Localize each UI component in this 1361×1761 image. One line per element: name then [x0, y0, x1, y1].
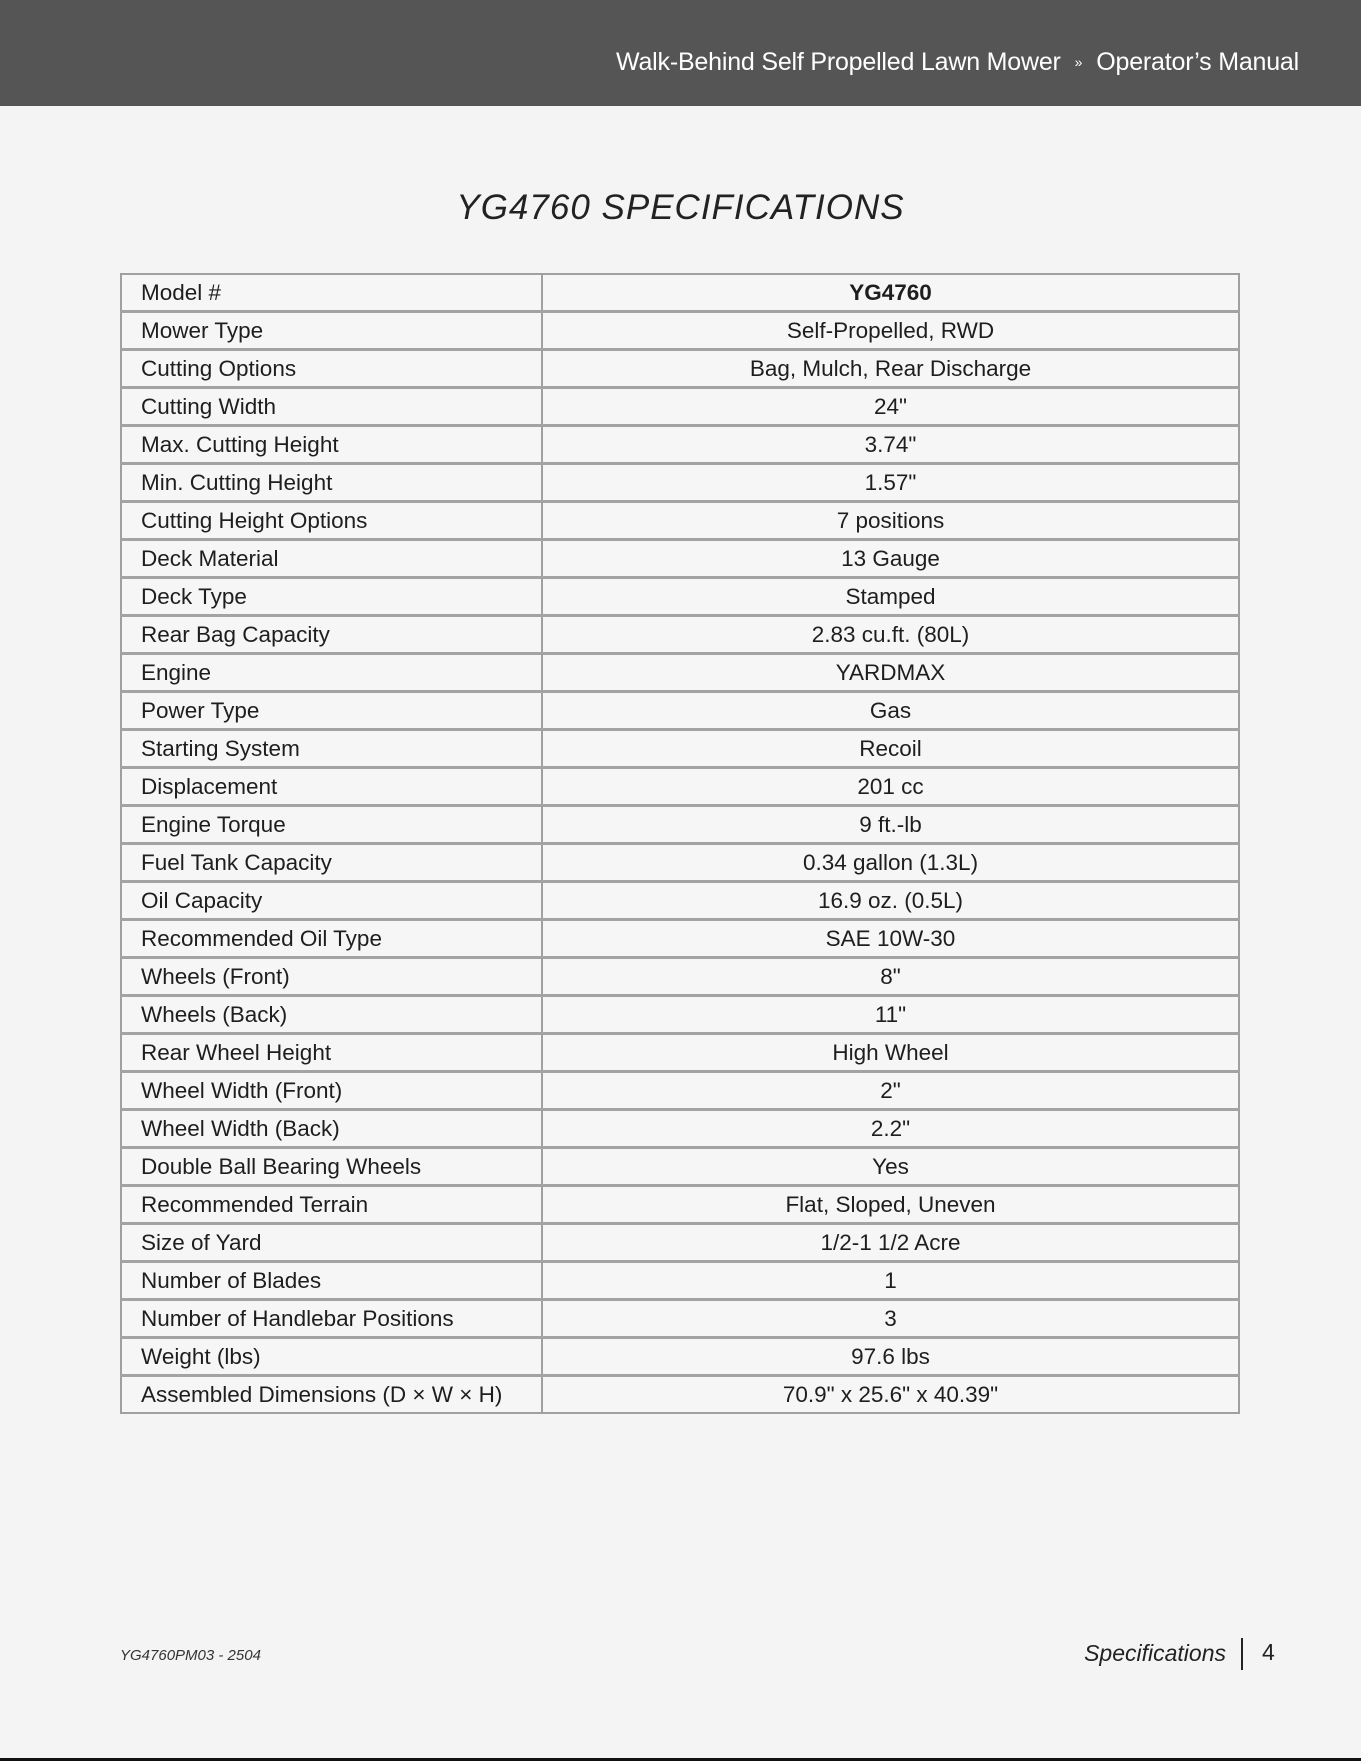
- table-row: [121, 540, 1239, 578]
- spec-label: Mower Type: [121, 312, 542, 350]
- spec-value: 97.6 lbs: [542, 1338, 1239, 1376]
- spec-value: 1.57": [542, 464, 1239, 502]
- table-row: [121, 882, 1239, 920]
- table-row: [121, 996, 1239, 1034]
- spec-value: 16.9 oz. (0.5L): [542, 882, 1239, 920]
- spec-value: 13 Gauge: [542, 540, 1239, 578]
- table-row: [121, 350, 1239, 388]
- spec-label: Power Type: [121, 692, 542, 730]
- spec-label: Double Ball Bearing Wheels: [121, 1148, 542, 1186]
- spec-label: Number of Blades: [121, 1262, 542, 1300]
- spec-label: Wheel Width (Back): [121, 1110, 542, 1148]
- table-row: [121, 1262, 1239, 1300]
- spec-label: Deck Type: [121, 578, 542, 616]
- spec-label: Number of Handlebar Positions: [121, 1300, 542, 1338]
- spec-label: Fuel Tank Capacity: [121, 844, 542, 882]
- table-row: [121, 274, 1239, 312]
- spec-value: 8": [542, 958, 1239, 996]
- table-row: [121, 502, 1239, 540]
- spec-label: Wheel Width (Front): [121, 1072, 542, 1110]
- specifications-table: [120, 273, 1240, 1414]
- table-row: [121, 1072, 1239, 1110]
- table-row: [121, 1376, 1239, 1414]
- spec-label: Assembled Dimensions (D × W × H): [121, 1376, 542, 1414]
- table-row: [121, 806, 1239, 844]
- spec-label: Cutting Width: [121, 388, 542, 426]
- table-row: [121, 1338, 1239, 1376]
- spec-label: Wheels (Front): [121, 958, 542, 996]
- spec-value: 9 ft.-lb: [542, 806, 1239, 844]
- header-breadcrumb: [616, 48, 1299, 77]
- table-row: [121, 958, 1239, 996]
- spec-label: Engine: [121, 654, 542, 692]
- spec-label: Deck Material: [121, 540, 542, 578]
- table-row: [121, 920, 1239, 958]
- spec-value: Recoil: [542, 730, 1239, 768]
- page-number: 4: [1262, 1639, 1275, 1665]
- document-code: YG4760PM03 - 2504: [120, 1647, 261, 1664]
- page-title: YG4760 SPECIFICATIONS: [456, 188, 905, 227]
- table-row: [121, 1186, 1239, 1224]
- table-row: [121, 616, 1239, 654]
- spec-value: 2.83 cu.ft. (80L): [542, 616, 1239, 654]
- table-row: [121, 426, 1239, 464]
- table-row: [121, 730, 1239, 768]
- spec-value: 7 positions: [542, 502, 1239, 540]
- spec-label: Recommended Terrain: [121, 1186, 542, 1224]
- spec-label: Cutting Options: [121, 350, 542, 388]
- spec-value: YG4760: [849, 280, 932, 305]
- spec-value: SAE 10W-30: [542, 920, 1239, 958]
- table-row: [121, 388, 1239, 426]
- specifications-table-body: [121, 274, 1239, 1413]
- footer-section-name: Specifications: [1084, 1640, 1226, 1666]
- table-row: [121, 464, 1239, 502]
- header-manual-title: Operator’s Manual: [1096, 48, 1299, 76]
- table-row: [121, 692, 1239, 730]
- table-row: [121, 578, 1239, 616]
- spec-label: Recommended Oil Type: [121, 920, 542, 958]
- table-row: [121, 1224, 1239, 1262]
- spec-label: Oil Capacity: [121, 882, 542, 920]
- header-bar: [0, 0, 1361, 106]
- spec-value: 1: [542, 1262, 1239, 1300]
- spec-value: 2": [542, 1072, 1239, 1110]
- spec-value: High Wheel: [542, 1034, 1239, 1072]
- table-row: [121, 1110, 1239, 1148]
- spec-value: 3: [542, 1300, 1239, 1338]
- spec-value: 70.9" x 25.6" x 40.39": [542, 1376, 1239, 1414]
- spec-value: Yes: [542, 1148, 1239, 1186]
- footer-divider: [1241, 1638, 1243, 1670]
- table-row: [121, 768, 1239, 806]
- spec-label: Rear Wheel Height: [121, 1034, 542, 1072]
- spec-label: Max. Cutting Height: [121, 426, 542, 464]
- table-row: [121, 312, 1239, 350]
- spec-value: 24": [542, 388, 1239, 426]
- spec-label: Rear Bag Capacity: [121, 616, 542, 654]
- table-row: [121, 1300, 1239, 1338]
- spec-label: Weight (lbs): [121, 1338, 542, 1376]
- spec-label: Size of Yard: [121, 1224, 542, 1262]
- header-separator: »: [1074, 54, 1083, 70]
- spec-value: YARDMAX: [542, 654, 1239, 692]
- spec-label: Min. Cutting Height: [121, 464, 542, 502]
- spec-label: Cutting Height Options: [121, 502, 542, 540]
- spec-value: 2.2": [542, 1110, 1239, 1148]
- spec-value: 0.34 gallon (1.3L): [542, 844, 1239, 882]
- spec-label: Engine Torque: [121, 806, 542, 844]
- spec-label: Wheels (Back): [121, 996, 542, 1034]
- spec-value: Self-Propelled, RWD: [542, 312, 1239, 350]
- table-row: [121, 1034, 1239, 1072]
- spec-value: 11": [542, 996, 1239, 1034]
- spec-value: 1/2-1 1/2 Acre: [542, 1224, 1239, 1262]
- spec-value: 3.74": [542, 426, 1239, 464]
- spec-value: Gas: [542, 692, 1239, 730]
- spec-value: Stamped: [542, 578, 1239, 616]
- spec-value: Bag, Mulch, Rear Discharge: [542, 350, 1239, 388]
- spec-value: 201 cc: [542, 768, 1239, 806]
- header-product-title: Walk-Behind Self Propelled Lawn Mower: [616, 48, 1061, 76]
- table-row: [121, 844, 1239, 882]
- spec-label: Starting System: [121, 730, 542, 768]
- spec-label: Model #: [121, 274, 542, 312]
- spec-label: Displacement: [121, 768, 542, 806]
- table-row: [121, 1148, 1239, 1186]
- table-row: [121, 654, 1239, 692]
- spec-value: Flat, Sloped, Uneven: [542, 1186, 1239, 1224]
